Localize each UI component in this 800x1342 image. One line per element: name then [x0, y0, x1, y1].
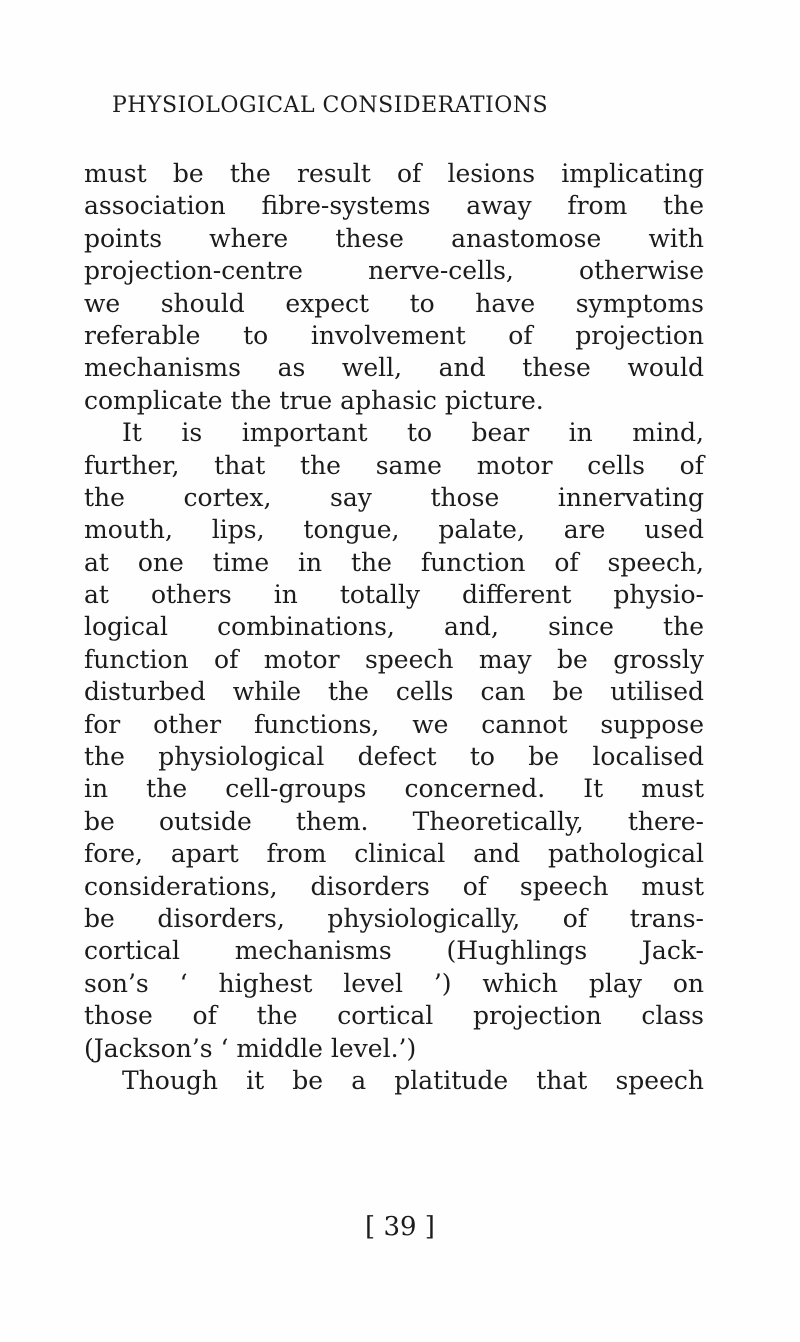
text-line: function of motor speech may be grossly — [84, 644, 704, 674]
text-line: mouth, lips, tongue, palate, are used — [84, 515, 704, 545]
text-line: logical combinations, and, since the — [84, 612, 704, 642]
text-line: those of the cortical projection class — [84, 1001, 704, 1031]
text-line: must be the result of lesions implicating — [84, 159, 704, 188]
text-line: son’s ‘ highest level ’) which play on — [84, 968, 704, 998]
text-line: be disorders, physiologically, of trans- — [84, 903, 704, 933]
text-line: It is important to bear in mind, — [122, 418, 704, 448]
text-line: mechanisms as well, and these would — [84, 353, 704, 383]
text-line: cortical mechanisms (Hughlings Jack- — [84, 936, 704, 966]
text-line: fore, apart from clinical and pathological — [84, 839, 704, 869]
text-line: Though it be a platitude that speech — [122, 1065, 704, 1095]
text-line: (Jackson’s ‘ middle level.’) — [84, 1033, 417, 1063]
text-line: we should expect to have symptoms — [84, 288, 704, 318]
text-line: points where these anastomose with — [84, 223, 704, 253]
text-line: disturbed while the cells can be utilised — [84, 677, 704, 707]
body-text — [84, 158, 704, 1097]
text-line: the physiological defect to be localised — [84, 742, 704, 772]
text-line: complicate the true aphasic picture. — [84, 385, 544, 415]
page-number: [ 39 ] — [365, 1212, 435, 1242]
text-line: referable to involvement of projection — [84, 320, 704, 350]
text-line: considerations, disorders of speech must — [84, 871, 704, 901]
text-line: at others in totally different physio- — [84, 580, 704, 610]
text-line: the cortex, say those innervating — [84, 482, 704, 512]
text-line: at one time in the function of speech, — [84, 547, 704, 577]
text-line: for other functions, we cannot suppose — [84, 709, 704, 739]
running-head: PHYSIOLOGICAL CONSIDERATIONS — [112, 93, 549, 118]
text-line: projection-centre nerve-cells, otherwise — [84, 256, 704, 286]
text-line: further, that the same motor cells of — [84, 450, 704, 480]
text-line: be outside them. Theoretically, there- — [84, 806, 704, 836]
text-line: association fibre-systems away from the — [84, 191, 704, 221]
text-line: in the cell-groups concerned. It must — [84, 774, 704, 804]
